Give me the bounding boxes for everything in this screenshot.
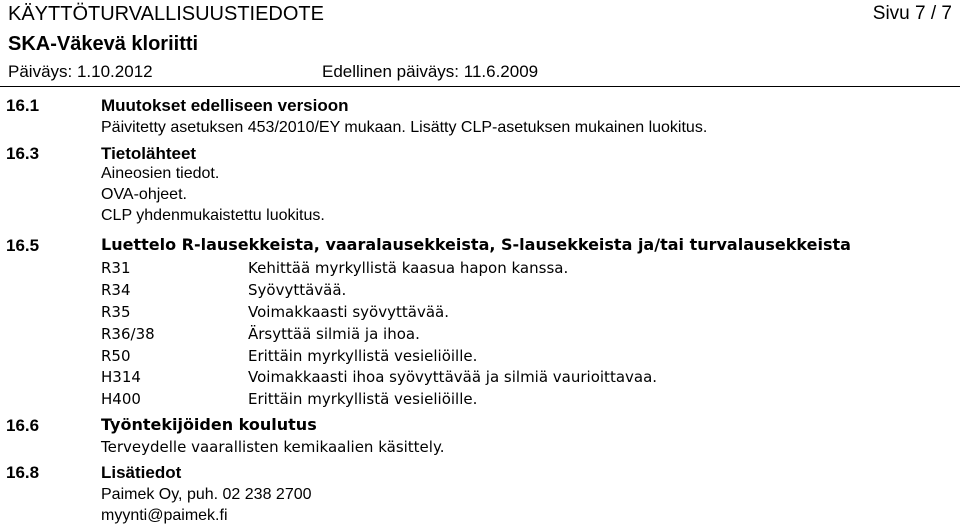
phrase-code: H314 [101, 368, 141, 386]
phrase-code: H400 [101, 390, 141, 408]
section-title-16-3: Tietolähteet [101, 144, 197, 163]
section-text-16-6: Terveydelle vaarallisten kemikaalien käsittely. [101, 438, 445, 456]
document-title: KÄYTTÖTURVALLISUUSTIEDOTE [8, 3, 324, 25]
header-divider [0, 86, 960, 87]
phrase-text: Ärsyttää silmiä ja ihoa. [248, 325, 420, 343]
section-title-16-8: Lisätiedot [101, 463, 182, 482]
phrase-code: R31 [101, 259, 131, 277]
section-text-16-3-line-3: CLP yhdenmukaistettu luokitus. [101, 207, 325, 224]
section-text-16-3-line-1: Aineosien tiedot. [101, 165, 220, 182]
section-number-16-8: 16.8 [6, 463, 40, 482]
page-number: Sivu 7 / 7 [872, 3, 952, 24]
phrase-text: Voimakkaasti syövyttävää. [248, 303, 449, 321]
phrase-text: Erittäin myrkyllistä vesieliöille. [248, 347, 478, 365]
section-number-16-5: 16.5 [6, 236, 40, 255]
section-text-16-1: Päivitetty asetuksen 453/2010/EY mukaan. Lisätty CLP-asetuksen mukainen luokitus. [101, 119, 708, 136]
phrase-text: Voimakkaasti ihoa syövyttävää ja silmiä vaurioittavaa. [248, 368, 658, 386]
section-title-16-1: Muutokset edelliseen versioon [101, 96, 349, 115]
section-number-16-6: 16.6 [6, 416, 40, 435]
previous-revision-date: Edellinen päiväys: 11.6.2009 [322, 62, 539, 81]
section-title-16-5: Luettelo R-lausekkeista, vaaralausekkeista, S-lausekkeista ja/tai turvalausekkeista [101, 235, 851, 254]
phrase-code: R50 [101, 347, 131, 365]
product-name: SKA-Väkevä kloriitti [8, 33, 199, 55]
phrase-code: R36/38 [101, 325, 155, 343]
section-text-16-3-line-2: OVA-ohjeet. [101, 186, 187, 203]
phrase-text: Kehittää myrkyllistä kaasua hapon kanssa. [248, 259, 569, 277]
phrase-code: R35 [101, 303, 131, 321]
contact-phone: Paimek Oy, puh. 02 238 2700 [101, 486, 312, 503]
section-number-16-3: 16.3 [6, 144, 40, 163]
phrase-text: Erittäin myrkyllistä vesieliöille. [248, 390, 478, 408]
phrase-code: R34 [101, 281, 131, 299]
revision-date: Päiväys: 1.10.2012 [8, 62, 153, 81]
section-number-16-1: 16.1 [6, 96, 40, 115]
contact-email[interactable]: myynti@paimek.fi [101, 507, 228, 524]
phrase-text: Syövyttävää. [248, 281, 347, 299]
section-title-16-6: Työntekijöiden koulutus [101, 415, 317, 434]
